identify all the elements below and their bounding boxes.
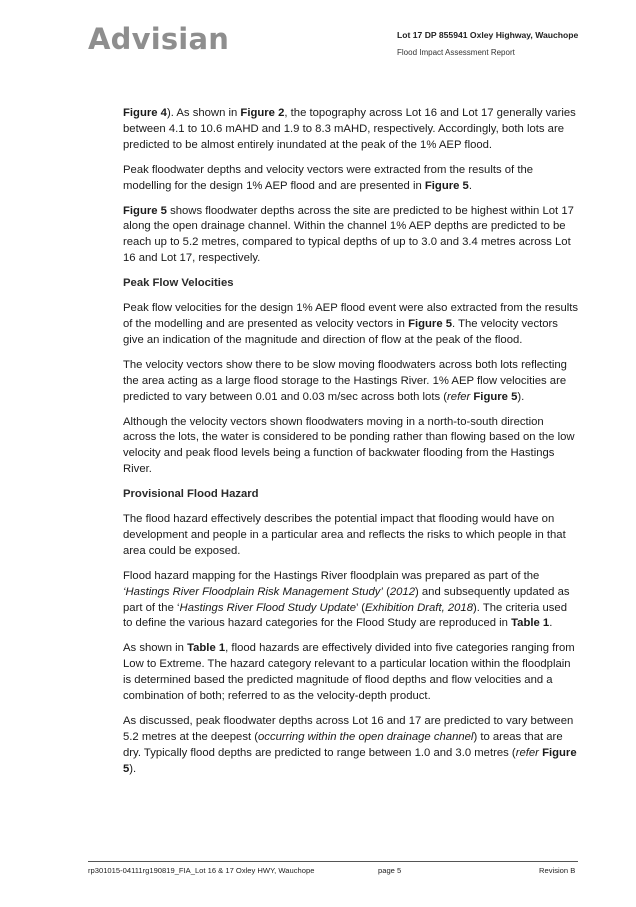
text-run: , flood hazards are effectively divided into five categories ranging from Low to Extreme. The hazard category relevant to a particular location within the floodplain is determined based the predicted magnitude of flood depths and flow velocities and a combination of both; referred to as the velocity-depth product. xyxy=(123,642,575,703)
text-run: Flood hazard mapping for the Hastings River floodplain was prepared as part of the xyxy=(123,569,540,582)
italic-text: occurring within the open drainage channel xyxy=(258,730,474,743)
footer-doc-reference: rp301015-04111rg190819_FIA_Lot 16 & 17 Oxley HWY, Wauchope xyxy=(88,866,315,875)
text-run: ( xyxy=(382,585,390,598)
text-run: ). xyxy=(129,762,137,775)
text-run: Peak flow velocities for the design 1% AEP flood event were also extracted from the results of the modelling and are presented as velocity vectors in xyxy=(123,302,579,330)
text-run: ) and subsequently updated as part of the ‘ xyxy=(123,585,570,614)
italic-text: Exhibition Draft, 2018 xyxy=(364,601,473,614)
paragraph-depths-detail xyxy=(123,204,579,268)
text-run: , the topography across Lot 16 and Lot 17 generally varies between 4.1 to 10.6 mAHD and 1.9 to 8.3 mAHD, respectively. Accordingly, both lots are predicted to be almost entirely inundated at the peak of the 1% AEP flood. xyxy=(123,107,576,151)
text-run: ) to areas that are dry. Typically flood depths are predicted to range between 1.0 and 3.0 metres ( xyxy=(123,730,563,759)
text-run: ). The criteria used to define the various hazard categories for the Flood Study are reproduced in xyxy=(123,601,567,630)
italic-text: Hastings River Flood Study Update xyxy=(179,601,356,614)
heading-provisional-flood-hazard: Provisional Flood Hazard xyxy=(123,488,259,501)
report-site-title: Lot 17 DP 855941 Oxley Highway, Wauchope xyxy=(397,30,579,40)
text-run: . xyxy=(549,617,553,630)
text-run: Peak floodwater depths and velocity vectors were extracted from the results of the modelling for the design 1% AEP flood and are presented in xyxy=(123,163,534,192)
figure-reference: Figure 5 xyxy=(408,317,453,330)
paragraph-ponding: Although the velocity vectors shown floodwaters moving in a north-to-south direction across the lots, the water is considered to be ponding rather than flowing based on the low velocity and peak flood levels being a function of backwater flooding from the Hastings River. xyxy=(123,415,575,476)
figure-reference: Figure 4 xyxy=(123,107,167,119)
paragraph-hazard-categories xyxy=(123,641,579,705)
text-run: The velocity vectors show there to be slow moving floodwaters across both lots reflecting the area acting as a large flood storage to the Hastings River. 1% AEP flow velocities are predicted to vary between 0.01 and 0.03 m/sec across both lots ( xyxy=(123,358,567,403)
footer-page-number: page 5 xyxy=(378,866,402,875)
paragraph-depth-summary xyxy=(123,714,579,778)
text-run: ). xyxy=(517,390,525,403)
paragraph-hazard-definition: The flood hazard effectively describes the potential impact that flooding would have on development and people in a particular area and reflects the risks to which people in that area could be exposed. xyxy=(123,513,566,557)
paragraph-velocity-vectors xyxy=(123,358,579,406)
paragraph-depths-intro xyxy=(123,163,579,195)
italic-text: refer xyxy=(515,746,539,759)
advisian-logo: Advisian xyxy=(88,22,230,56)
paragraph-hazard-mapping xyxy=(123,569,579,633)
text-run: shows floodwater depths across the site are predicted to be highest within Lot 17 along the open drainage channel. Within the channel 1% AEP depths are predicted to be reach up to 5.2 metres, compared to typical depths of up to 3.0 and 3.4 metres across Lot 16 and Lot 17, respectively. xyxy=(123,204,574,265)
text-run: ’ ( xyxy=(355,601,365,614)
page-body xyxy=(123,106,579,787)
text-run: . The velocity vectors give an indication of the magnitude and direction of flow at the peak of the flood. xyxy=(123,317,558,346)
text-run: . xyxy=(468,179,472,192)
table-reference: Table 1 xyxy=(511,617,550,630)
footer-divider xyxy=(88,861,578,862)
paragraph-velocity-intro xyxy=(123,301,579,349)
italic-text: 2012 xyxy=(389,585,415,598)
figure-reference: Figure 5 xyxy=(473,390,518,403)
italic-text: ‘Hastings River Floodplain Risk Management Study’ xyxy=(123,585,383,598)
paragraph-topography xyxy=(123,106,579,154)
figure-reference: Figure 5 xyxy=(123,204,167,217)
text-run: As shown in xyxy=(123,642,188,655)
text-run: As discussed, peak floodwater depths across Lot 16 and 17 are predicted to vary between 5.2 metres at the deepest ( xyxy=(123,715,574,743)
figure-reference: Figure 5 xyxy=(424,179,469,192)
footer-revision: Revision B xyxy=(539,866,576,875)
text-run: ). As shown in xyxy=(166,107,241,119)
italic-text: refer xyxy=(447,390,471,403)
table-reference: Table 1 xyxy=(187,642,226,655)
heading-peak-flow-velocities: Peak Flow Velocities xyxy=(123,277,234,290)
figure-reference: Figure 5 xyxy=(123,746,577,775)
figure-reference: Figure 2 xyxy=(240,107,285,119)
report-subtitle: Flood Impact Assessment Report xyxy=(397,48,515,57)
